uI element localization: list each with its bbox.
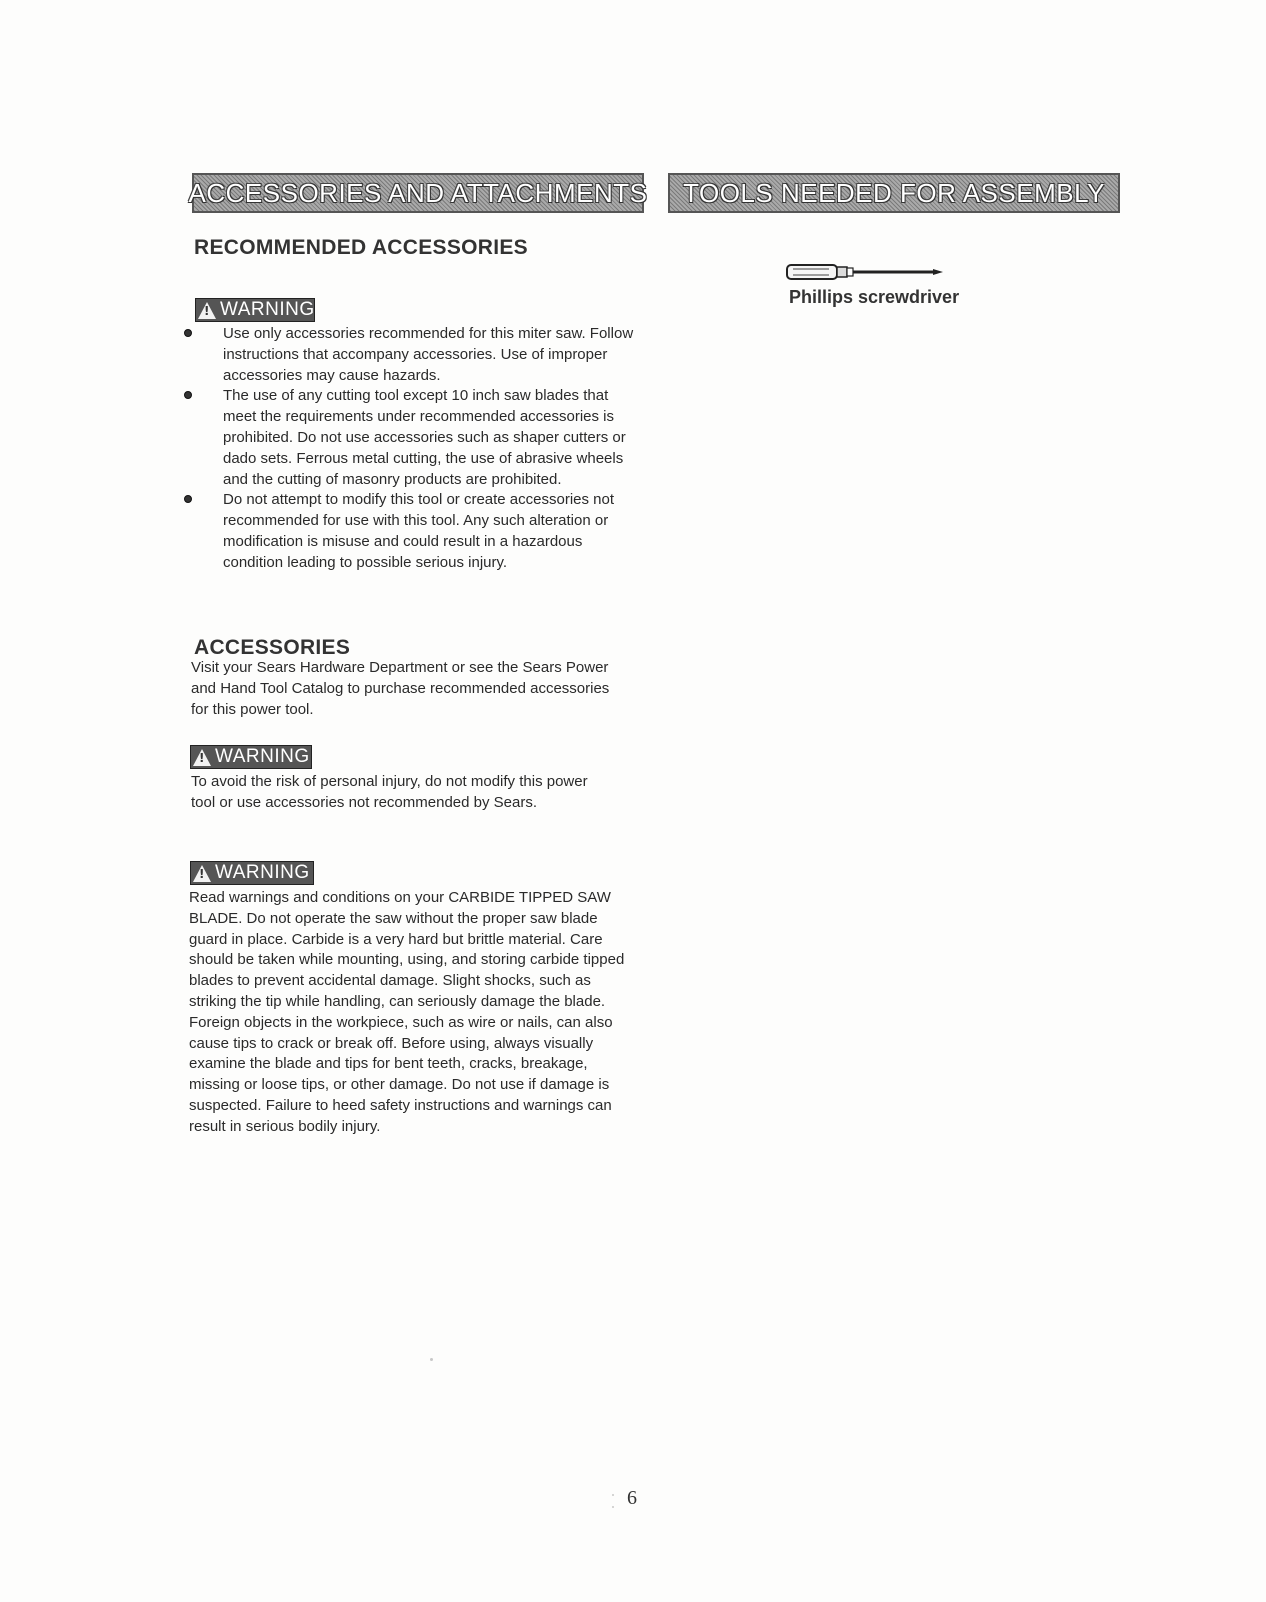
accessories-banner xyxy=(188,173,648,213)
warning-2-paragraph: To avoid the risk of personal injury, do not modify this power tool or use accessories not recommended by Sears. xyxy=(191,773,588,811)
scan-speck xyxy=(612,1506,614,1508)
warning-triangle-icon xyxy=(193,865,211,882)
accessories-heading: ACCESSORIES xyxy=(194,636,351,659)
bullet-icon xyxy=(184,329,192,337)
accessories-banner-title: ACCESSORIES AND ATTACHMENTS xyxy=(188,177,648,208)
warning-3-paragraph: Read warnings and conditions on your CARBIDE TIPPED SAW BLADE. Do not operate the saw without the proper saw blade guard in place. Carbide is a very hard but brittle material. Care should be taken while mounting, using, and storing carbide tipped blades to prevent accidental damage. Slight shocks, such as striking the tip while handling, can seriously damage the blade. Foreign objects in the workpiece, such as wire or nails, can also cause tips to crack or break off. Before using, always visually examine the blade and tips for bent teeth, cracks, breakage, missing or loose tips, or other damage. Do not use if damage is suspected. Failure to heed safety instructions and warnings can result in serious bodily injury. xyxy=(189,889,625,1135)
recommended-accessories-list xyxy=(184,324,634,574)
list-item xyxy=(184,324,634,386)
warning-triangle-icon xyxy=(198,302,216,319)
accessories-paragraph: Visit your Sears Hardware Department or see the Sears Power and Hand Tool Catalog to purchase recommended accessories for this power tool. xyxy=(191,659,610,718)
bullet-icon xyxy=(184,391,192,399)
scan-speck xyxy=(430,1358,433,1361)
warning-label-text: WARNING xyxy=(220,299,315,320)
scan-speck xyxy=(612,1494,614,1496)
warning-label-text: WARNING xyxy=(215,746,310,767)
screwdriver-icon xyxy=(785,262,945,282)
page-number: 6 xyxy=(627,1487,637,1509)
list-item xyxy=(184,490,634,573)
warning-label-1 xyxy=(195,298,315,322)
bullet-text: Do not attempt to modify this tool or create accessories not recommended for use with this tool. Any such alteration or modification is misuse and could result in a hazardous condition leading to possible serious injury. xyxy=(223,491,615,571)
warning-label-text: WARNING xyxy=(215,862,310,883)
tools-banner-title: TOOLS NEEDED FOR ASSEMBLY xyxy=(683,177,1105,208)
bullet-text: The use of any cutting tool except 10 inch saw blades that meet the requirements under recommended accessories is prohibited. Do not use accessories such as shaper cutters or dado sets. Ferrous metal cutting, the use of abrasive wheels and the cutting of masonry products are prohibited. xyxy=(223,387,626,488)
warning-triangle-icon xyxy=(193,749,211,766)
warning-label-3 xyxy=(190,861,314,885)
tool-label-phillips-screwdriver: Phillips screwdriver xyxy=(789,287,960,307)
tools-banner xyxy=(668,173,1120,213)
recommended-accessories-heading: RECOMMENDED ACCESSORIES xyxy=(194,236,528,259)
warning-label-2 xyxy=(190,745,312,769)
bullet-icon xyxy=(184,495,192,503)
list-item xyxy=(184,386,634,490)
bullet-text: Use only accessories recommended for this miter saw. Follow instructions that accompany accessories. Use of improper accessories may cause hazards. xyxy=(223,325,634,384)
